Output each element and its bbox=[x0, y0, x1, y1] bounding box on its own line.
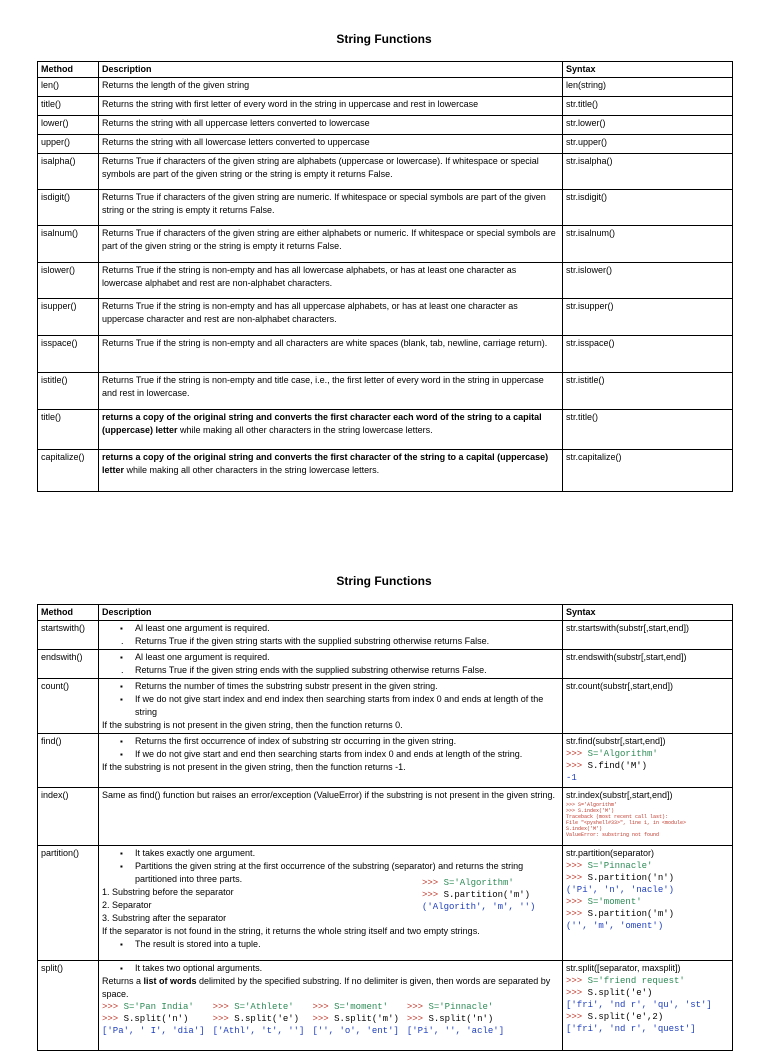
code-line bbox=[566, 908, 729, 920]
list-item: ▪ Al least one argument is required. bbox=[102, 622, 559, 635]
list-item: ▪ Returns the first occurrence of index of substring str occurring in the given string. bbox=[102, 735, 559, 748]
list-text: 2. Separator bbox=[102, 900, 152, 910]
header-syntax: Syntax bbox=[563, 62, 733, 78]
bullet-list bbox=[102, 938, 559, 951]
description-cell: Same as find() function but raises an error/exception (ValueError) if the substring is not present in the given string. bbox=[99, 788, 563, 846]
code-line bbox=[566, 987, 729, 999]
description-cell: Returns True if characters of the given string are numeric. If whitespace or special symbols are part of the given string or the string is empty it returns False. bbox=[99, 190, 563, 226]
code-text: S='Athlete' bbox=[234, 1002, 294, 1012]
table-row bbox=[38, 846, 733, 961]
header-method: Method bbox=[38, 605, 99, 621]
table-row bbox=[38, 190, 733, 226]
description-cell bbox=[99, 621, 563, 650]
code-text: S='Algorithm' bbox=[443, 878, 514, 888]
description-cell: Returns True if the string is non-empty and title case, i.e., the first letter of every word in the string in uppercase and rest in lowercase. bbox=[99, 373, 563, 410]
code-line bbox=[312, 1001, 398, 1013]
code-line bbox=[407, 1013, 504, 1025]
list-item: ▪ The result is stored into a tuple. bbox=[102, 938, 559, 951]
code-prompt: >>> bbox=[566, 761, 588, 771]
table-row bbox=[38, 78, 733, 97]
code-text: S='Pinnacle' bbox=[428, 1002, 494, 1012]
list-item: ▪ Al least one argument is required. bbox=[102, 651, 559, 664]
syntax-cell: str.isspace() bbox=[563, 336, 733, 373]
code-output: ['Athl', 't', ''] bbox=[212, 1026, 305, 1036]
syntax-text: str.find(substr[,start,end]) bbox=[566, 736, 666, 746]
description-cell bbox=[99, 846, 563, 961]
code-prompt: >>> bbox=[566, 873, 588, 883]
code-prompt: >>> bbox=[406, 1014, 429, 1024]
code-text: S.partition('n') bbox=[587, 873, 675, 883]
code-text: S='moment' bbox=[587, 897, 642, 907]
syntax-cell: str.istitle() bbox=[563, 373, 733, 410]
code-output: ['fri', 'nd r', 'quest'] bbox=[566, 1024, 696, 1034]
code-output: ('Algorith', 'm', '') bbox=[422, 902, 536, 912]
syntax-cell: str.islower() bbox=[563, 263, 733, 299]
text: Returns a bbox=[102, 976, 144, 986]
partition-code bbox=[422, 877, 535, 913]
code-text: S.split('n') bbox=[428, 1014, 494, 1024]
list-text: 3. Substring after the separator bbox=[102, 913, 227, 923]
method-cell: isspace() bbox=[38, 336, 99, 373]
header-syntax: Syntax bbox=[563, 605, 733, 621]
note-text: If the separator is not found in the string, it returns the whole string itself and two empty strings. bbox=[102, 926, 480, 936]
description-cell bbox=[99, 650, 563, 679]
syntax-cell: str.lower() bbox=[563, 116, 733, 135]
traceback-line: >>> S='Algorithm' bbox=[566, 802, 618, 808]
method-cell: isalpha() bbox=[38, 154, 99, 190]
method-cell: count() bbox=[38, 679, 99, 734]
code-prompt: >>> bbox=[566, 1012, 588, 1022]
table-row bbox=[38, 373, 733, 410]
code-prompt: >>> bbox=[566, 909, 588, 919]
code-text: S.split('e',2) bbox=[587, 1012, 664, 1022]
split-description bbox=[102, 975, 559, 1001]
syntax-cell: str.title() bbox=[563, 97, 733, 116]
syntax-cell: str.isupper() bbox=[563, 299, 733, 336]
method-cell: endswith() bbox=[38, 650, 99, 679]
syntax-cell bbox=[563, 788, 733, 846]
table-row bbox=[38, 154, 733, 190]
list-item: . Returns True if the given string starts with the supplied substring otherwise returns False. bbox=[102, 635, 559, 648]
method-cell: partition() bbox=[38, 846, 99, 961]
method-cell: isalnum() bbox=[38, 226, 99, 263]
code-text: S.partition('m') bbox=[443, 890, 531, 900]
syntax-cell bbox=[563, 846, 733, 961]
code-line bbox=[566, 748, 729, 760]
list-item: ▪ It takes exactly one argument. bbox=[102, 847, 559, 860]
table-row bbox=[38, 679, 733, 734]
description-cell: Returns True if the string is non-empty and all characters are white spaces (blank, tab, newline, carriage return). bbox=[99, 336, 563, 373]
method-cell: len() bbox=[38, 78, 99, 97]
code-output: ['Pi', '', 'acle'] bbox=[406, 1026, 505, 1036]
syntax-cell: str.isalnum() bbox=[563, 226, 733, 263]
code-text: S.partition('m') bbox=[587, 909, 675, 919]
method-cell: title() bbox=[38, 97, 99, 116]
syntax-text: str.index(substr[,start,end]) bbox=[566, 790, 673, 800]
syntax-text: str.split([separator, maxsplit]) bbox=[566, 963, 681, 973]
description-bold: returns a copy of the original string and converts the first character each word of the string to a capital (uppercase) letter bbox=[102, 412, 542, 435]
code-text: S.split('m') bbox=[334, 1014, 399, 1024]
code-output: ('Pi', 'n', 'nacle') bbox=[566, 885, 675, 895]
syntax-cell: str.upper() bbox=[563, 135, 733, 154]
code-prompt: >>> bbox=[566, 749, 588, 759]
description-cell: Returns the string with first letter of every word in the string in uppercase and rest in lowercase bbox=[99, 97, 563, 116]
table-row bbox=[38, 961, 733, 1051]
split-examples bbox=[102, 1001, 559, 1037]
code-prompt: >>> bbox=[212, 1014, 235, 1024]
code-text: S='Algorithm' bbox=[587, 749, 658, 759]
table-row bbox=[38, 299, 733, 336]
method-cell: istitle() bbox=[38, 373, 99, 410]
description-rest: while making all other characters in the string lowercase letters. bbox=[177, 425, 433, 435]
traceback-line: File "<pyshell#33>", line 1, in <module> bbox=[566, 820, 687, 826]
code-output: ['Pa', ' I', 'dia'] bbox=[102, 1026, 205, 1036]
list-item: ▪ If we do not give start index and end index then searching starts from index 0 and ends at length of the string bbox=[102, 693, 559, 719]
code-prompt: >>> bbox=[422, 890, 444, 900]
description-cell bbox=[99, 450, 563, 492]
code-prompt: >>> bbox=[102, 1002, 124, 1012]
description-cell bbox=[99, 734, 563, 788]
table-row bbox=[38, 116, 733, 135]
traceback-line: S.index('M') bbox=[566, 826, 603, 832]
header-description: Description bbox=[99, 605, 563, 621]
code-line bbox=[566, 872, 729, 884]
syntax-cell: str.isdigit() bbox=[563, 190, 733, 226]
description-cell: Returns the length of the given string bbox=[99, 78, 563, 97]
code-prompt: >>> bbox=[102, 1014, 124, 1024]
code-line bbox=[566, 975, 729, 987]
table-row bbox=[38, 336, 733, 373]
code-line bbox=[213, 1013, 305, 1025]
syntax-cell: str.count(substr[,start,end]) bbox=[563, 679, 733, 734]
header-description: Description bbox=[99, 62, 563, 78]
code-text: S.find('M') bbox=[587, 761, 648, 771]
description-cell bbox=[99, 410, 563, 450]
description-cell: Returns True if characters of the given string are either alphabets or numeric. If whitespace or special symbols are part of the given string or the string is empty it returns False. bbox=[99, 226, 563, 263]
code-prompt: >>> bbox=[566, 897, 588, 907]
code-line bbox=[312, 1013, 398, 1025]
code-text: S.split('e') bbox=[587, 988, 653, 998]
syntax-cell: str.startswith(substr[,start,end]) bbox=[563, 621, 733, 650]
table-row bbox=[38, 135, 733, 154]
traceback-line: >>> S.index('M') bbox=[566, 808, 615, 814]
method-cell: islower() bbox=[38, 263, 99, 299]
code-text: S='Pinnacle' bbox=[587, 861, 653, 871]
code-line bbox=[102, 1013, 205, 1025]
code-output: ['fri', 'nd r', 'qu', 'st'] bbox=[566, 1000, 712, 1010]
code-prompt: >>> bbox=[422, 878, 444, 888]
code-line bbox=[102, 1001, 205, 1013]
bullet-list bbox=[102, 962, 559, 975]
table-row bbox=[38, 410, 733, 450]
page-title-2: String Functions bbox=[336, 574, 432, 588]
method-cell: index() bbox=[38, 788, 99, 846]
functions-table-2 bbox=[37, 604, 733, 1051]
code-prompt: >>> bbox=[212, 1002, 235, 1012]
code-prompt: >>> bbox=[566, 988, 588, 998]
text: delimited by the specified substring. If no delimiter is given, then words are separated by space. bbox=[102, 976, 551, 999]
list-item: ▪ Partitions the given string at the first occurrence of the substring (separator) and returns the string partitioned into three parts. bbox=[102, 860, 559, 886]
bullet-list bbox=[102, 651, 559, 677]
method-cell: isdigit() bbox=[38, 190, 99, 226]
list-text: 1. Substring before the separator bbox=[102, 887, 234, 897]
header-method: Method bbox=[38, 62, 99, 78]
description-cell bbox=[99, 679, 563, 734]
code-text: S.split('n') bbox=[123, 1014, 189, 1024]
table-row bbox=[38, 734, 733, 788]
code-line bbox=[566, 860, 729, 872]
code-output: -1 bbox=[566, 773, 577, 783]
table-row bbox=[38, 226, 733, 263]
code-output: ('', 'm', 'oment') bbox=[566, 921, 664, 931]
text-bold: list of words bbox=[143, 976, 197, 986]
code-text: S.split('e') bbox=[234, 1014, 300, 1024]
bullet-list bbox=[102, 735, 559, 761]
method-cell: startswith() bbox=[38, 621, 99, 650]
table-row bbox=[38, 97, 733, 116]
syntax-cell: len(string) bbox=[563, 78, 733, 97]
table-header bbox=[38, 62, 733, 78]
description-cell: Returns True if the string is non-empty and has all uppercase alphabets, or has at least one character as uppercase character and rest are non-alphabet characters. bbox=[99, 299, 563, 336]
table-row bbox=[38, 621, 733, 650]
description-bold: returns a copy of the original string and converts the first character of the string to a capital (uppercase) letter bbox=[102, 452, 549, 475]
description-rest: while making all other characters in the string lowercase letters. bbox=[124, 465, 380, 475]
list-item: . Returns True if the given string ends with the supplied substring otherwise returns False. bbox=[102, 664, 559, 677]
method-cell: isupper() bbox=[38, 299, 99, 336]
syntax-text: str.partition(separator) bbox=[566, 848, 655, 858]
table-row bbox=[38, 650, 733, 679]
description-cell: Returns True if characters of the given string are alphabets (uppercase or lowercase). If whitespace or special symbols are part of the given string or the string is empty it returns False. bbox=[99, 154, 563, 190]
code-output: ['', 'o', 'ent'] bbox=[312, 1026, 399, 1036]
method-cell: lower() bbox=[38, 116, 99, 135]
description-cell: Returns the string with all lowercase letters converted to uppercase bbox=[99, 135, 563, 154]
syntax-cell bbox=[563, 961, 733, 1051]
page-title-1: String Functions bbox=[336, 32, 432, 46]
syntax-cell: str.isalpha() bbox=[563, 154, 733, 190]
traceback-line: ValueError: substring not found bbox=[566, 832, 660, 838]
list-item: ▪ Returns the number of times the substring substr present in the given string. bbox=[102, 680, 559, 693]
method-cell: split() bbox=[38, 961, 99, 1051]
bullet-list bbox=[102, 680, 559, 719]
table-header bbox=[38, 605, 733, 621]
list-item: ▪ If we do not give start and end then searching starts from index 0 and ends at length of the string. bbox=[102, 748, 559, 761]
method-cell: capitalize() bbox=[38, 450, 99, 492]
example-block bbox=[312, 1001, 398, 1037]
example-block bbox=[102, 1001, 205, 1037]
code-line bbox=[407, 1001, 504, 1013]
table-row bbox=[38, 788, 733, 846]
traceback-line: Traceback (most recent call last): bbox=[566, 814, 669, 820]
example-block bbox=[407, 1001, 504, 1037]
code-line bbox=[566, 896, 729, 908]
functions-table-1 bbox=[37, 61, 733, 492]
code-text: S='moment' bbox=[334, 1002, 389, 1012]
code-prompt: >>> bbox=[406, 1002, 429, 1012]
description-cell: Returns True if the string is non-empty and has all lowercase alphabets, or has at least one character as lowercase alphabet and rest are non-alphabet characters. bbox=[99, 263, 563, 299]
code-line bbox=[422, 889, 535, 901]
syntax-cell bbox=[563, 734, 733, 788]
code-prompt: >>> bbox=[312, 1002, 335, 1012]
code-line bbox=[566, 760, 729, 772]
note-text: If the substring is not present in the given string, then the function returns -1. bbox=[102, 762, 406, 772]
list-item: ▪ It takes two optional arguments. bbox=[102, 962, 559, 975]
code-line bbox=[213, 1001, 305, 1013]
description-cell: Returns the string with all uppercase letters converted to lowercase bbox=[99, 116, 563, 135]
code-prompt: >>> bbox=[566, 861, 588, 871]
description-cell bbox=[99, 961, 563, 1051]
table-row bbox=[38, 263, 733, 299]
table-row bbox=[38, 450, 733, 492]
code-line bbox=[422, 877, 535, 889]
method-cell: find() bbox=[38, 734, 99, 788]
code-text: S='Pan India' bbox=[123, 1002, 194, 1012]
method-cell: title() bbox=[38, 410, 99, 450]
code-prompt: >>> bbox=[566, 976, 588, 986]
code-line bbox=[566, 1011, 729, 1023]
method-cell: upper() bbox=[38, 135, 99, 154]
code-text: S='friend request' bbox=[587, 976, 685, 986]
syntax-cell: str.title() bbox=[563, 410, 733, 450]
syntax-cell: str.endswith(substr[,start,end]) bbox=[563, 650, 733, 679]
example-block bbox=[213, 1001, 305, 1037]
syntax-cell: str.capitalize() bbox=[563, 450, 733, 492]
bullet-list bbox=[102, 622, 559, 648]
code-prompt: >>> bbox=[312, 1014, 335, 1024]
note-text: If the substring is not present in the given string, then the function returns 0. bbox=[102, 720, 403, 730]
partition-description bbox=[102, 847, 559, 951]
